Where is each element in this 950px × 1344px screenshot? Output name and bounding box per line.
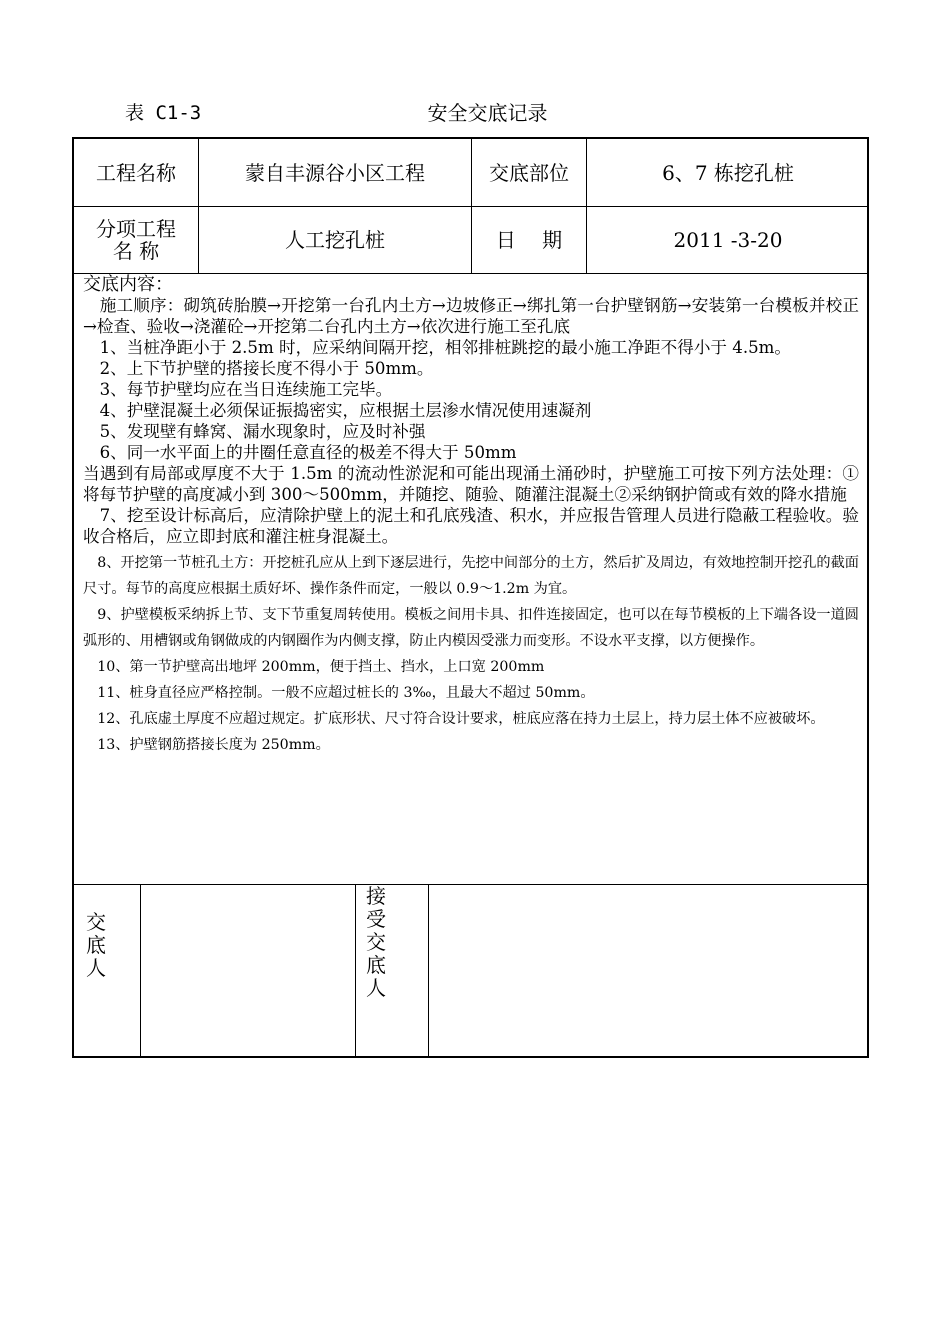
paragraph: 12、孔底虚土厚度不应超过规定。扩底形状、尺寸符合设计要求，桩底应落在持力土层上，持力层土体不应被破坏。 <box>83 711 825 727</box>
disclosure-content <box>83 275 859 758</box>
disclosure-form <box>72 137 869 1058</box>
date-label: 日 期 <box>495 228 563 252</box>
content-main-paragraphs <box>83 295 859 547</box>
sub-project-label <box>74 207 198 273</box>
paragraph: 10、第一节护壁高出地坪 200mm，便于挡土、挡水，上口宽 200mm <box>83 659 545 675</box>
content-detail-paragraphs <box>83 550 859 758</box>
date-value: 2011 -3-20 <box>673 228 783 252</box>
paragraph: 当遇到有局部或厚度不大于 1.5m 的流动性淤泥和可能出现涌土涌砂时，护壁施工可按下列方法处理：①将每节护壁的高度减小到 300～500mm，并随挖、随验、随灌注混凝土②采纳钢护筒或有效的降水措施 <box>83 464 859 504</box>
paragraph: 8、开挖第一节桩孔土方：开挖桩孔应从上到下逐层进行，先挖中间部分的土方，然后扩及周边，有效地控制开挖孔的截面尺寸。每节的高度应根据土质好坏、操作条件而定，一般以 0.9～1.2m 为宜。 <box>83 555 859 597</box>
receiver-label: 接受交底人 <box>366 884 386 1000</box>
paragraph: 5、发现壁有蜂窝、漏水现象时，应及时补强 <box>83 422 426 441</box>
row-divider <box>74 273 867 274</box>
project-name-label: 工程名称 <box>96 160 176 185</box>
disclosure-location-value: 6、7 栋挖孔桩 <box>662 160 794 185</box>
discloser-signature-box[interactable] <box>141 885 355 1058</box>
form-code: 表 C1-3 <box>125 102 202 124</box>
discloser-label: 交底人 <box>86 910 106 980</box>
document-title: 安全交底记录 <box>427 101 548 125</box>
sub-project-value: 人工挖孔桩 <box>285 228 385 252</box>
sub-project-label-line2: 名 称 <box>112 239 160 263</box>
sub-project-label-line1: 分项工程 <box>96 217 176 241</box>
paragraph: 1、当桩净距小于 2.5m 时，应采纳间隔开挖，相邻排桩跳挖的最小施工净距不得小于 4.5m。 <box>83 338 792 357</box>
project-name-value: 蒙自丰源谷小区工程 <box>245 160 425 185</box>
paragraph: 2、上下节护壁的搭接长度不得小于 50mm。 <box>83 359 434 378</box>
paragraph: 7、挖至设计标高后，应清除护壁上的泥土和孔底残渣、积水，并应报告管理人员进行隐蔽工程验收。验收合格后，应立即封底和灌注桩身混凝土。 <box>83 506 859 546</box>
paragraph: 13、护壁钢筋搭接长度为 250mm。 <box>83 737 330 753</box>
paragraph: 4、护壁混凝土必须保证振捣密实，应根据土层渗水情况使用速凝剂 <box>83 401 592 420</box>
content-heading: 交底内容： <box>83 274 173 295</box>
column-divider <box>355 884 356 1058</box>
paragraph: 6、同一水平面上的井圈任意直径的极差不得大于 50mm <box>83 443 517 462</box>
disclosure-location-label: 交底部位 <box>489 160 569 185</box>
paragraph: 3、每节护壁均应在当日连续施工完毕。 <box>83 380 393 399</box>
paragraph: 11、桩身直径应严格控制。一般不应超过桩长的 3‰，且最大不超过 50mm。 <box>83 685 595 701</box>
receiver-signature-box[interactable] <box>429 885 869 1058</box>
paragraph: 9、护壁模板采纳拆上节、支下节重复周转使用。模板之间用卡具、扣件连接固定，也可以在每节模板的上下端各设一道圆弧形的、用槽钢或角钢做成的内钢圈作为内侧支撑，防止内模因受涨力而变形。不设水平支撑，以方便操作。 <box>83 607 859 649</box>
paragraph: 施工顺序：砌筑砖胎膜→开挖第一台孔内土方→边坡修正→绑扎第一台护壁钢筋→安装第一台模板并校正→检查、验收→浇灌砼→开挖第二台孔内土方→依次进行施工至孔底 <box>83 296 859 336</box>
